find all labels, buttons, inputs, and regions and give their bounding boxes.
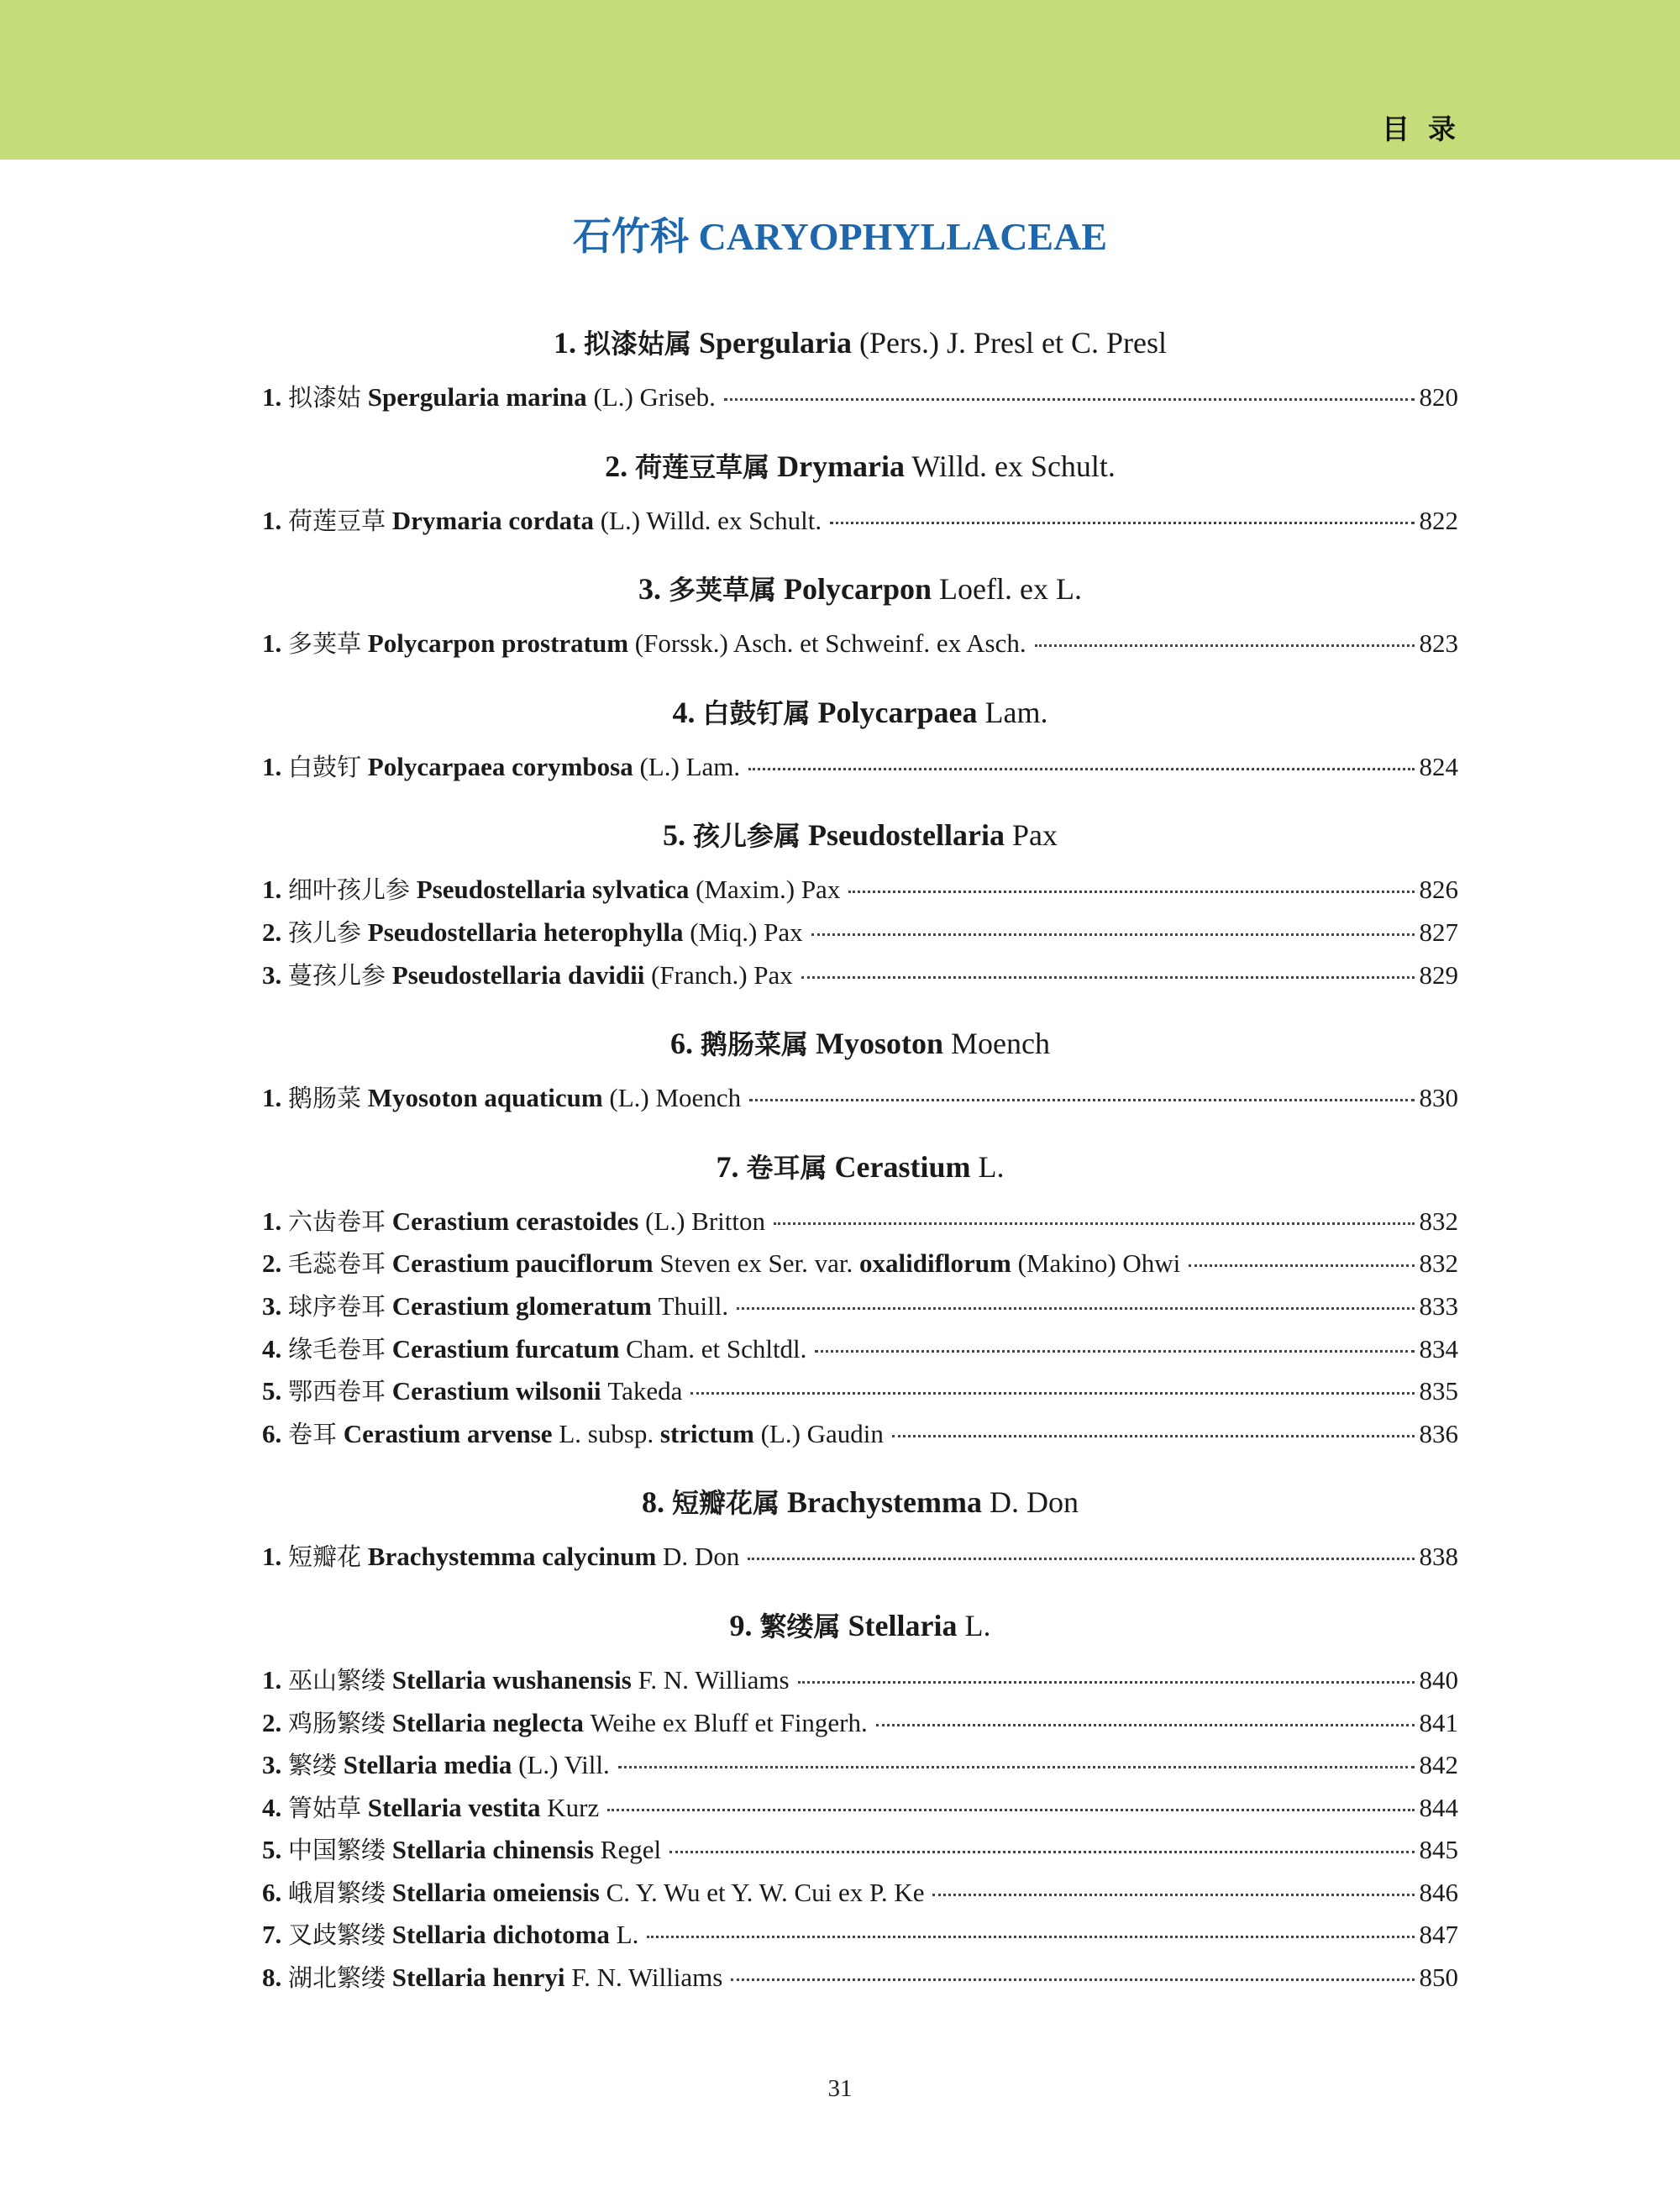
species-page-number: 827: [1419, 917, 1458, 947]
authority: Cham. et Schltdl.: [619, 1333, 807, 1364]
species-scientific-name: [386, 1370, 682, 1413]
authority: Takeda: [601, 1376, 683, 1406]
species-chinese-name: 湖北繁缕: [288, 1963, 386, 1993]
genus-author: (Pers.) J. Presl et C. Presl: [852, 326, 1167, 360]
species-entry: [262, 1536, 1458, 1579]
dot-leader: [690, 1392, 1414, 1395]
genus-heading: [262, 1020, 1458, 1067]
species-page-number: 836: [1419, 1418, 1458, 1448]
dot-leader: [815, 1350, 1414, 1353]
taxon-name: strictum: [659, 1418, 754, 1448]
genus-scientific-name: Stellaria: [840, 1608, 958, 1642]
authority: D. Don: [656, 1542, 740, 1572]
genus-author: Willd. ex Schult.: [905, 449, 1116, 483]
species-scientific-name: [386, 1328, 806, 1371]
species-page-number: 838: [1419, 1542, 1458, 1572]
authority: Steven ex Ser. var.: [653, 1248, 859, 1279]
taxon-name: Cerastium wilsonii: [391, 1376, 601, 1406]
dot-leader: [737, 1307, 1414, 1310]
species-scientific-name: [386, 1872, 924, 1915]
species-chinese-name: 孩儿参: [288, 917, 362, 947]
genus-chinese-name: 白鼓钉属: [702, 696, 811, 729]
species-entry: [262, 912, 1458, 954]
genus-heading: [262, 565, 1458, 612]
genus-author: Moench: [943, 1027, 1050, 1061]
species-number: 3.: [262, 1750, 288, 1780]
taxon-name: Stellaria henryi: [391, 1963, 565, 1993]
species-entry: [262, 1201, 1458, 1243]
species-page-number: 841: [1419, 1707, 1458, 1737]
toc-list: [262, 319, 1458, 1999]
species-scientific-name: [361, 376, 716, 419]
species-entry: [262, 1370, 1458, 1413]
species-entry: [262, 376, 1458, 419]
genus-number: 5.: [663, 818, 693, 853]
taxon-name: Brachystemma calycinum: [367, 1542, 657, 1572]
taxon-name: oxalidiflorum: [858, 1248, 1011, 1279]
species-chinese-name: 六齿卷耳: [288, 1206, 386, 1236]
species-entry: [262, 500, 1458, 543]
genus-number: 6.: [670, 1027, 701, 1061]
species-chinese-name: 繁缕: [288, 1751, 338, 1780]
authority: L.: [609, 1920, 639, 1950]
genus-chinese-name: 拟漆姑属: [583, 328, 691, 360]
species-chinese-name: 卷耳: [288, 1419, 338, 1448]
species-page-number: 830: [1419, 1083, 1458, 1113]
species-page-number: 829: [1419, 959, 1458, 990]
dot-leader: [1189, 1264, 1414, 1267]
family-title: 石竹科 CARYOPHYLLACEAE: [572, 215, 1108, 258]
species-number: 1.: [262, 875, 288, 905]
species-entry: [262, 869, 1458, 912]
taxon-name: Spergularia marina: [367, 382, 587, 412]
authority: (L.) Britton: [638, 1206, 765, 1236]
authority: Weihe ex Bluff et Fingerh.: [583, 1707, 868, 1737]
taxon-name: Stellaria chinensis: [391, 1835, 595, 1865]
taxon-name: Stellaria omeiensis: [391, 1877, 600, 1907]
species-chinese-name: 球序卷耳: [288, 1291, 386, 1321]
taxon-name: Cerastium furcatum: [391, 1333, 620, 1364]
authority: (L.) Gaudin: [753, 1418, 884, 1448]
species-scientific-name: [337, 1413, 884, 1456]
genus-number: 3.: [638, 572, 669, 607]
taxon-name: Stellaria dichotoma: [391, 1920, 610, 1950]
genus-author: Lam.: [977, 695, 1048, 729]
species-scientific-name: [386, 1914, 638, 1957]
genus-chinese-name: 短瓣花属: [672, 1487, 780, 1520]
species-page-number: 822: [1419, 505, 1458, 535]
species-number: 3.: [262, 1290, 288, 1321]
species-entry: [262, 1659, 1458, 1702]
species-entry: [262, 1787, 1458, 1830]
header-band: [0, 0, 1680, 160]
genus-number: 8.: [642, 1485, 673, 1520]
genus-heading: [262, 1143, 1458, 1190]
species-entry: [262, 623, 1458, 665]
taxon-name: Cerastium glomeratum: [391, 1290, 652, 1321]
authority: Regel: [594, 1835, 662, 1865]
authority: F. N. Williams: [564, 1963, 723, 1993]
species-entry: [262, 1285, 1458, 1328]
dot-leader: [748, 768, 1414, 770]
dot-leader: [801, 976, 1415, 979]
taxon-name: Myosoton aquaticum: [367, 1083, 603, 1113]
dot-leader: [669, 1851, 1414, 1853]
dot-leader: [848, 891, 1414, 893]
species-chinese-name: 鹅肠菜: [288, 1084, 362, 1113]
dot-leader: [811, 933, 1415, 936]
species-scientific-name: [361, 1787, 599, 1830]
species-entry: [262, 1872, 1458, 1915]
taxon-name: Stellaria neglecta: [391, 1707, 584, 1737]
species-scientific-name: [361, 746, 740, 789]
species-number: 5.: [262, 1835, 288, 1865]
species-entry: [262, 1702, 1458, 1745]
species-number: 1.: [262, 382, 288, 412]
taxon-name: Pseudostellaria davidii: [391, 959, 645, 990]
species-number: 2.: [262, 917, 288, 947]
authority: (Forssk.) Asch. et Schweinf. ex Asch.: [628, 628, 1026, 659]
species-scientific-name: [386, 1243, 1180, 1285]
species-scientific-name: [361, 623, 1026, 665]
taxon-name: Cerastium arvense: [343, 1418, 553, 1448]
species-scientific-name: [361, 912, 803, 954]
authority: (L.) Willd. ex Schult.: [593, 505, 822, 535]
genus-heading: [262, 319, 1458, 366]
genus-scientific-name: Polycarpon: [776, 572, 932, 607]
taxon-name: Drymaria cordata: [391, 505, 594, 535]
species-scientific-name: [386, 1659, 790, 1702]
authority: F. N. Williams: [631, 1664, 790, 1695]
taxon-name: Cerastium pauciflorum: [391, 1248, 654, 1279]
authority: (L.) Lam.: [633, 751, 741, 781]
dot-leader: [607, 1809, 1414, 1811]
species-chinese-name: 峨眉繁缕: [288, 1878, 386, 1907]
species-number: 1.: [262, 1083, 288, 1113]
genus-number: 9.: [729, 1608, 760, 1642]
species-number: 1.: [262, 1664, 288, 1695]
species-page-number: 832: [1419, 1248, 1458, 1279]
genus-chinese-name: 繁缕属: [759, 1610, 841, 1642]
dot-leader: [647, 1936, 1414, 1938]
species-number: 1.: [262, 1542, 288, 1572]
dot-leader: [876, 1724, 1415, 1726]
authority: (Makino) Ohwi: [1011, 1248, 1181, 1279]
species-page-number: 824: [1419, 751, 1458, 781]
genus-scientific-name: Cerastium: [827, 1149, 971, 1184]
species-number: 2.: [262, 1707, 288, 1737]
species-chinese-name: 缘毛卷耳: [288, 1334, 386, 1364]
taxon-name: Pseudostellaria heterophylla: [367, 917, 684, 947]
genus-scientific-name: Polycarpaea: [810, 695, 978, 729]
species-chinese-name: 鄂西卷耳: [288, 1377, 386, 1406]
genus-heading: [262, 443, 1458, 490]
genus-author: L.: [970, 1149, 1005, 1184]
authority: Kurz: [540, 1792, 600, 1822]
genus-author: Pax: [1005, 818, 1058, 853]
species-chinese-name: 拟漆姑: [288, 383, 362, 412]
species-entry: [262, 1829, 1458, 1872]
species-scientific-name: [386, 1829, 661, 1872]
genus-heading: [262, 689, 1458, 736]
dot-leader: [1035, 644, 1415, 647]
genus-number: 7.: [716, 1149, 747, 1184]
dot-leader: [798, 1681, 1415, 1684]
species-number: 6.: [262, 1418, 288, 1448]
species-page-number: 846: [1419, 1877, 1458, 1907]
authority: (L.) Moench: [602, 1083, 742, 1113]
genus-heading: [262, 1602, 1458, 1649]
taxon-name: Stellaria wushanensis: [391, 1664, 632, 1695]
species-chinese-name: 巫山繁缕: [288, 1665, 386, 1695]
species-chinese-name: 多荚草: [288, 629, 362, 659]
species-page-number: 847: [1419, 1920, 1458, 1950]
genus-number: 2.: [605, 449, 636, 483]
species-chinese-name: 蔓孩儿参: [288, 960, 386, 990]
dot-leader: [748, 1558, 1414, 1560]
species-scientific-name: [386, 1957, 722, 1999]
species-scientific-name: [337, 1744, 610, 1787]
species-page-number: 833: [1419, 1290, 1458, 1321]
genus-chinese-name: 多荚草属: [669, 574, 777, 607]
species-chinese-name: 鸡肠繁缕: [288, 1708, 386, 1737]
genus-number: 4.: [672, 695, 703, 729]
toc-header-label: 目录: [1382, 113, 1474, 145]
taxon-name: Polycarpon prostratum: [367, 628, 629, 659]
species-number: 1.: [262, 505, 288, 535]
genus-heading: [262, 812, 1458, 859]
authority: Thuill.: [651, 1290, 729, 1321]
genus-author: L.: [957, 1608, 991, 1642]
species-scientific-name: [386, 954, 793, 997]
species-chinese-name: 细叶孩儿参: [288, 875, 411, 905]
species-chinese-name: 毛蕊卷耳: [288, 1249, 386, 1279]
species-entry: [262, 1914, 1458, 1957]
genus-author: D. Don: [981, 1485, 1079, 1520]
species-chinese-name: 箐姑草: [288, 1793, 362, 1822]
species-page-number: 835: [1419, 1376, 1458, 1406]
species-entry: [262, 1328, 1458, 1371]
dot-leader: [731, 1978, 1414, 1981]
species-number: 8.: [262, 1963, 288, 1993]
species-number: 6.: [262, 1877, 288, 1907]
genus-scientific-name: Myosoton: [808, 1027, 944, 1061]
species-scientific-name: [410, 869, 840, 912]
dot-leader: [749, 1099, 1414, 1101]
authority: L. subsp.: [552, 1418, 660, 1448]
species-chinese-name: 叉歧繁缕: [288, 1921, 386, 1950]
species-number: 1.: [262, 1206, 288, 1236]
genus-chinese-name: 鹅肠菜属: [701, 1028, 809, 1061]
taxon-name: Stellaria media: [343, 1750, 512, 1780]
dot-leader: [618, 1766, 1415, 1768]
species-page-number: 834: [1419, 1333, 1458, 1364]
genus-scientific-name: Brachystemma: [780, 1485, 982, 1520]
genus-author: Loefl. ex L.: [932, 572, 1082, 607]
genus-chinese-name: 卷耳属: [746, 1151, 827, 1184]
species-number: 3.: [262, 959, 288, 990]
species-scientific-name: [386, 1201, 765, 1243]
species-number: 4.: [262, 1333, 288, 1364]
authority: (L.) Griseb.: [586, 382, 716, 412]
taxon-name: Stellaria vestita: [367, 1792, 541, 1822]
page-number: 31: [827, 2075, 853, 2102]
species-entry: [262, 1243, 1458, 1285]
species-entry: [262, 954, 1458, 997]
authority: (Franch.) Pax: [644, 959, 793, 990]
taxon-name: Cerastium cerastoides: [391, 1206, 639, 1236]
species-chinese-name: 短瓣花: [288, 1542, 362, 1572]
species-number: 1.: [262, 751, 288, 781]
authority: (Miq.) Pax: [683, 917, 803, 947]
species-page-number: 832: [1419, 1206, 1458, 1236]
taxon-name: Pseudostellaria sylvatica: [416, 875, 690, 905]
species-scientific-name: [386, 500, 822, 543]
species-page-number: 826: [1419, 875, 1458, 905]
genus-chinese-name: 荷莲豆草属: [635, 450, 770, 483]
species-page-number: 850: [1419, 1963, 1458, 1993]
species-scientific-name: [386, 1285, 728, 1328]
species-number: 2.: [262, 1248, 288, 1279]
genus-number: 1.: [553, 326, 584, 360]
genus-scientific-name: Drymaria: [769, 449, 906, 483]
authority: (Maxim.) Pax: [689, 875, 841, 905]
species-page-number: 820: [1419, 382, 1458, 412]
species-scientific-name: [361, 1536, 739, 1579]
species-chinese-name: 中国繁缕: [288, 1836, 386, 1865]
species-entry: [262, 1957, 1458, 1999]
authority: C. Y. Wu et Y. W. Cui ex P. Ke: [599, 1877, 925, 1907]
taxon-name: Polycarpaea corymbosa: [367, 751, 633, 781]
species-entry: [262, 1077, 1458, 1120]
species-entry: [262, 1413, 1458, 1456]
species-number: 5.: [262, 1376, 288, 1406]
genus-scientific-name: Pseudostellaria: [801, 818, 1005, 853]
species-page-number: 840: [1419, 1664, 1458, 1695]
dot-leader: [892, 1435, 1415, 1437]
species-page-number: 845: [1419, 1835, 1458, 1865]
species-number: 7.: [262, 1920, 288, 1950]
species-page-number: 842: [1419, 1750, 1458, 1780]
species-chinese-name: 白鼓钉: [288, 752, 362, 781]
dot-leader: [774, 1222, 1415, 1225]
dot-leader: [932, 1894, 1414, 1896]
genus-chinese-name: 孩儿参属: [693, 820, 801, 853]
species-scientific-name: [386, 1702, 868, 1745]
genus-scientific-name: Spergularia: [691, 326, 853, 360]
genus-heading: [262, 1479, 1458, 1526]
authority: (L.) Vill.: [512, 1750, 610, 1780]
species-page-number: 823: [1419, 628, 1458, 659]
species-chinese-name: 荷莲豆草: [288, 506, 386, 535]
species-scientific-name: [361, 1077, 741, 1120]
species-page-number: 844: [1419, 1792, 1458, 1822]
species-entry: [262, 1744, 1458, 1787]
dot-leader: [724, 398, 1415, 401]
species-entry: [262, 746, 1458, 789]
species-number: 1.: [262, 628, 288, 659]
species-number: 4.: [262, 1792, 288, 1822]
dot-leader: [830, 522, 1414, 524]
